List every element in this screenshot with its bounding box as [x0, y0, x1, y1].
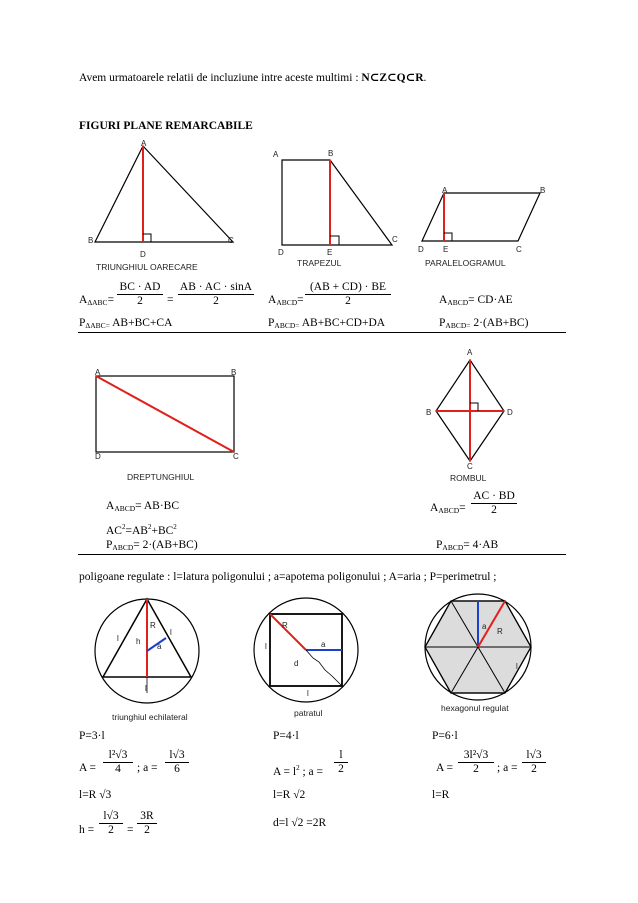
divider-1 — [78, 332, 566, 333]
hexagon-figure — [423, 592, 533, 702]
square-radius: l=R √2 — [273, 789, 306, 801]
parallelogram-caption: PARALELOGRAMUL — [425, 258, 506, 268]
rectangle-label-d: D — [95, 452, 101, 461]
square-area: $A = l^2$ ; a = — [273, 764, 324, 778]
divider-2 — [78, 554, 566, 555]
equilateral-area-frac: l²√3 4 — [103, 749, 133, 776]
square-label-r: R — [282, 621, 288, 630]
equilateral-label-a: a — [157, 642, 162, 651]
hexagon-perimeter: P=6·l — [432, 730, 458, 742]
parallelogram-perimeter: $P_{ABCD=}$ 2·(AB+BC) — [439, 317, 529, 330]
parallelogram-label-d: D — [418, 245, 424, 254]
hexagon-apothem-frac: l√3 2 — [522, 749, 546, 776]
square-label-l-bottom: l — [307, 689, 309, 698]
trapezoid-label-b: B — [328, 149, 334, 158]
triangle-label-b: B — [88, 236, 94, 245]
hexagon-apothem-lhs: ; a = — [497, 762, 518, 774]
rectangle-figure — [90, 370, 240, 460]
trapezoid-perimeter: $P_{ABCD=}$ AB+BC+CD+DA — [268, 317, 386, 330]
parallelogram-label-e: E — [443, 245, 449, 254]
square-figure — [253, 598, 359, 706]
triangle-caption: TRIUNGHIUL OARECARE — [96, 262, 198, 272]
equilateral-figure — [94, 593, 200, 705]
trapezoid-caption: TRAPEZUL — [297, 258, 342, 268]
hexagon-radius: l=R — [432, 789, 450, 801]
rhombus-label-d: D — [507, 408, 513, 417]
parallelogram-label-c: C — [516, 245, 522, 254]
equilateral-label-h: h — [136, 637, 141, 646]
equilateral-height-frac2: 3R 2 — [137, 810, 157, 837]
equilateral-height-frac1: l√3 2 — [99, 810, 123, 837]
square-label-a: a — [321, 640, 326, 649]
trapezoid-figure — [270, 150, 410, 250]
square-diagonal: d=l √2 =2R — [273, 817, 327, 829]
rhombus-perimeter: $P_{ABCD}= 4\cdot AB$ — [436, 539, 499, 552]
equilateral-height-lhs: h = — [79, 824, 95, 836]
rhombus-label-b: B — [426, 408, 432, 417]
square-label-d: d — [294, 659, 299, 668]
square-label-l-left: l — [265, 642, 267, 651]
parallelogram-label-a: A — [442, 186, 448, 195]
rhombus-label-c: C — [467, 462, 473, 471]
rectangle-caption: DREPTUNGHIUL — [127, 472, 195, 482]
triangle-area-frac1: BC · AD 2 — [117, 281, 163, 308]
equilateral-caption: triunghiul echilateral — [112, 712, 188, 722]
section-title: FIGURI PLANE REMARCABILE — [79, 120, 253, 132]
rectangle-pythagoras: $AC^2=AB^2+BC^2$ — [106, 523, 177, 537]
trapezoid-label-c: C — [392, 235, 398, 244]
rhombus-area-lhs: $A_{ABCD}=$ — [430, 502, 466, 515]
trapezoid-label-a: A — [273, 150, 279, 159]
equilateral-perimeter: P=3·l — [79, 730, 105, 742]
equilateral-area-lhs: A = — [79, 762, 97, 774]
triangle-figure — [85, 140, 245, 250]
triangle-perimeter: $P_{\Delta ABC=}$ AB+BC+CA — [79, 317, 173, 330]
square-perimeter: P=4·l — [273, 730, 299, 742]
hexagon-label-l: l — [516, 662, 518, 671]
parallelogram-label-b: B — [540, 186, 546, 195]
set-inclusion: N⊂Z⊂Q⊂R — [361, 72, 424, 84]
hexagon-area-lhs: A = — [436, 762, 454, 774]
parallelogram-area: $A_{ABCD}= CD\cdot AE$ — [439, 294, 513, 307]
triangle-area-eq2: = — [167, 294, 174, 306]
intro-end: . — [423, 72, 427, 84]
hexagon-label-a: a — [482, 622, 487, 631]
triangle-label-d: D — [140, 250, 146, 259]
rectangle-perimeter: $P_{ABCD}= 2\cdot(AB+BC)$ — [106, 539, 198, 552]
rectangle-area: $A_{ABCD}= AB\cdot BC$ — [106, 500, 180, 513]
trapezoid-area-frac: (AB + CD) · BE 2 — [305, 281, 391, 308]
intro-line — [79, 72, 426, 85]
equilateral-apothem-frac: l√3 6 — [165, 749, 189, 776]
rhombus-area-frac: AC · BD 2 — [471, 490, 517, 517]
equilateral-apothem-lhs: ; a = — [137, 762, 158, 774]
square-caption: patratul — [294, 708, 323, 718]
rhombus-label-a: A — [467, 348, 473, 357]
equilateral-label-l-left: l — [117, 634, 119, 643]
trapezoid-area-lhs: $A_{ABCD}=$ — [268, 294, 304, 307]
hexagon-area-frac: 3l²√3 2 — [458, 749, 494, 776]
triangle-area-lhs: $A_{\Delta ABC}=$ — [79, 294, 115, 307]
square-apothem-frac: l 2 — [334, 749, 348, 776]
rhombus-figure — [430, 355, 510, 465]
equilateral-radius: l=R √3 — [79, 789, 112, 801]
trapezoid-label-e: E — [327, 248, 333, 257]
triangle-label-a: A — [141, 139, 147, 148]
hexagon-caption: hexagonul regulat — [441, 703, 509, 713]
intro-text: Avem urmatoarele relatii de incluziune intre aceste multimi : — [79, 72, 362, 84]
equilateral-label-l-bottom: l — [145, 684, 147, 693]
rectangle-label-a: A — [95, 368, 101, 377]
equilateral-label-r: R — [150, 621, 156, 630]
equilateral-label-l-right: l — [170, 628, 172, 637]
equilateral-height-eq: = — [127, 824, 134, 836]
trapezoid-label-d: D — [278, 248, 284, 257]
polygons-intro: poligoane regulate : l=latura poligonului ; a=apotema poligonului ; A=aria ; P=perimetrul ; — [79, 571, 497, 583]
parallelogram-figure — [418, 185, 548, 245]
triangle-area-frac2: AB · AC · sinA 2 — [179, 281, 253, 307]
rectangle-label-c: C — [233, 452, 239, 461]
rectangle-label-b: B — [231, 368, 237, 377]
triangle-label-c: C — [228, 236, 234, 245]
hexagon-label-r: R — [497, 627, 503, 636]
rhombus-caption: ROMBUL — [450, 473, 487, 483]
